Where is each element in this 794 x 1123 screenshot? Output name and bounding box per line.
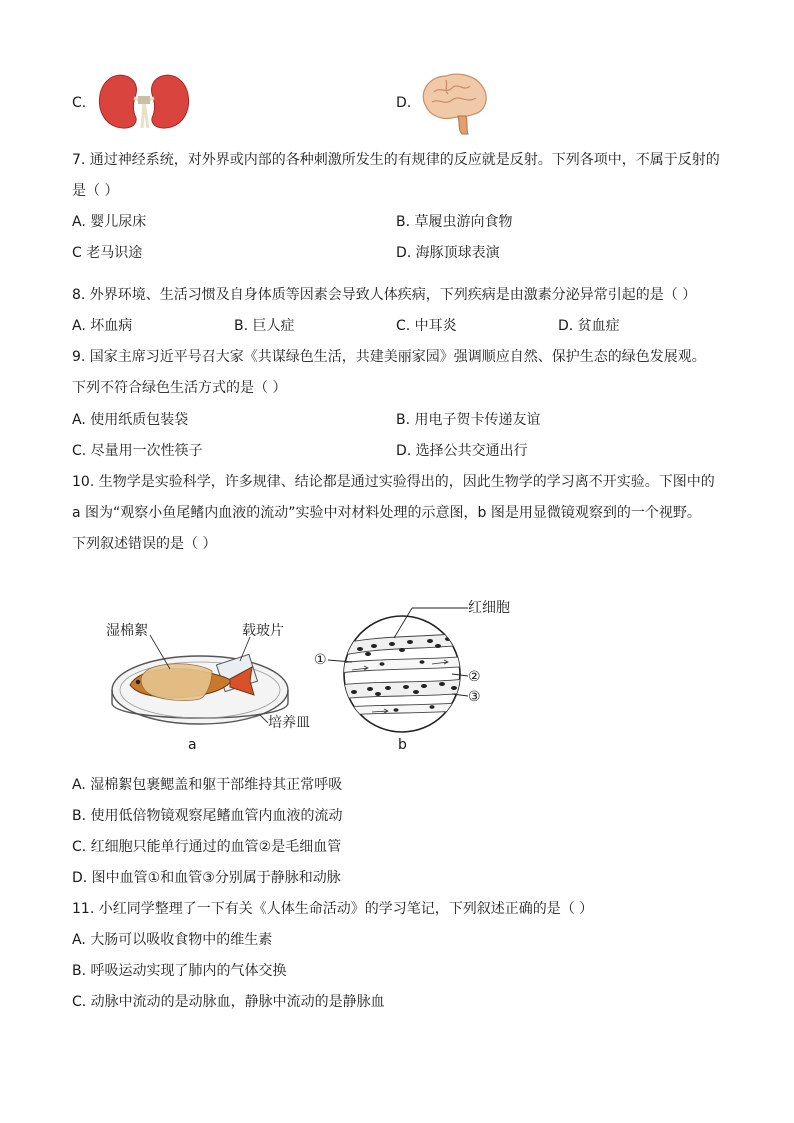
q6-option-c-label: C. <box>72 95 87 111</box>
q6-option-d-label: D. <box>396 95 412 111</box>
q7-option-d: D. 海豚顶球表演 <box>396 245 500 261</box>
q11-stem-line1: 11. 小红同学整理了一下有关《人体生命活动》的学习笔记，下列叙述正确的是（ ） <box>72 901 594 917</box>
label-glass-slide: 载玻片 <box>242 623 284 639</box>
label-petri-dish: 培养皿 <box>268 715 310 731</box>
q10-stem-line1: 10. 生物学是实验科学，许多规律、结论都是通过实验得出的，因此生物学的学习离不开实验。下图中的 <box>72 474 715 490</box>
q7-stem-line1: 7. 通过神经系统，对外界或内部的各种刺激所发生的有规律的反应就是反射。下列各项中，不属于反射的 <box>72 152 720 168</box>
kidney-image <box>98 72 190 132</box>
q10-option-b: B. 使用低倍物镜观察尾鳍血管内血液的流动 <box>72 808 343 824</box>
q9-option-c: C. 尽量用一次性筷子 <box>72 443 203 459</box>
q8-option-d: D. 贫血症 <box>558 318 620 334</box>
label-figure-b: b <box>398 737 407 753</box>
label-figure-a: a <box>188 737 197 753</box>
figure-b-microscope-view <box>312 594 492 740</box>
q11-option-c: C. 动脉中流动的是动脉血，静脉中流动的是静脉血 <box>72 994 385 1010</box>
q10-option-a: A. 湿棉絮包裹鳃盖和躯干部维持其正常呼吸 <box>72 777 343 793</box>
q8-option-c: C. 中耳炎 <box>396 318 457 334</box>
q10-stem-line2: a 图为“观察小鱼尾鳍内血液的流动”实验中对材料处理的示意图，b 图是用显微镜观察到的一个视野。 <box>72 505 701 521</box>
q7-stem-line2: 是（ ） <box>72 183 119 199</box>
q7-option-b: B. 草履虫游向食物 <box>396 214 513 230</box>
q10-option-d: D. 图中血管①和血管③分别属于静脉和动脉 <box>72 870 341 886</box>
q9-stem-line2: 下列不符合绿色生活方式的是（ ） <box>72 380 287 396</box>
q9-option-b: B. 用电子贺卡传递友谊 <box>396 412 541 428</box>
q11-option-a: A. 大肠可以吸收食物中的维生素 <box>72 932 273 948</box>
label-vessel-3: ③ <box>468 689 481 705</box>
q10-option-c: C. 红细胞只能单行通过的血管②是毛细血管 <box>72 839 342 855</box>
q8-option-b: B. 巨人症 <box>234 318 295 334</box>
q9-option-a: A. 使用纸质包装袋 <box>72 412 189 428</box>
q9-stem-line1: 9. 国家主席习近平号召大家《共谋绿色生活，共建美丽家园》强调顺应自然、保护生态的绿色发展观。 <box>72 349 706 365</box>
label-red-blood-cell: 红细胞 <box>468 600 510 616</box>
label-vessel-1: ① <box>314 652 327 668</box>
q9-option-d: D. 选择公共交通出行 <box>396 443 528 459</box>
q8-option-a: A. 坏血病 <box>72 318 133 334</box>
brain-image <box>418 72 490 136</box>
q7-option-a: A. 婴儿尿床 <box>72 214 147 230</box>
q10-stem-line3: 下列叙述错误的是（ ） <box>72 536 217 552</box>
q8-stem-line1: 8. 外界环境、生活习惯及自身体质等因素会导致人体疾病，下列疾病是由激素分泌异常引起的是（ ） <box>72 287 697 303</box>
label-wet-cotton: 湿棉絮 <box>106 623 148 639</box>
q11-option-b: B. 呼吸运动实现了肺内的气体交换 <box>72 963 287 979</box>
q7-option-c: C 老马识途 <box>72 245 143 261</box>
label-vessel-2: ② <box>468 669 481 685</box>
